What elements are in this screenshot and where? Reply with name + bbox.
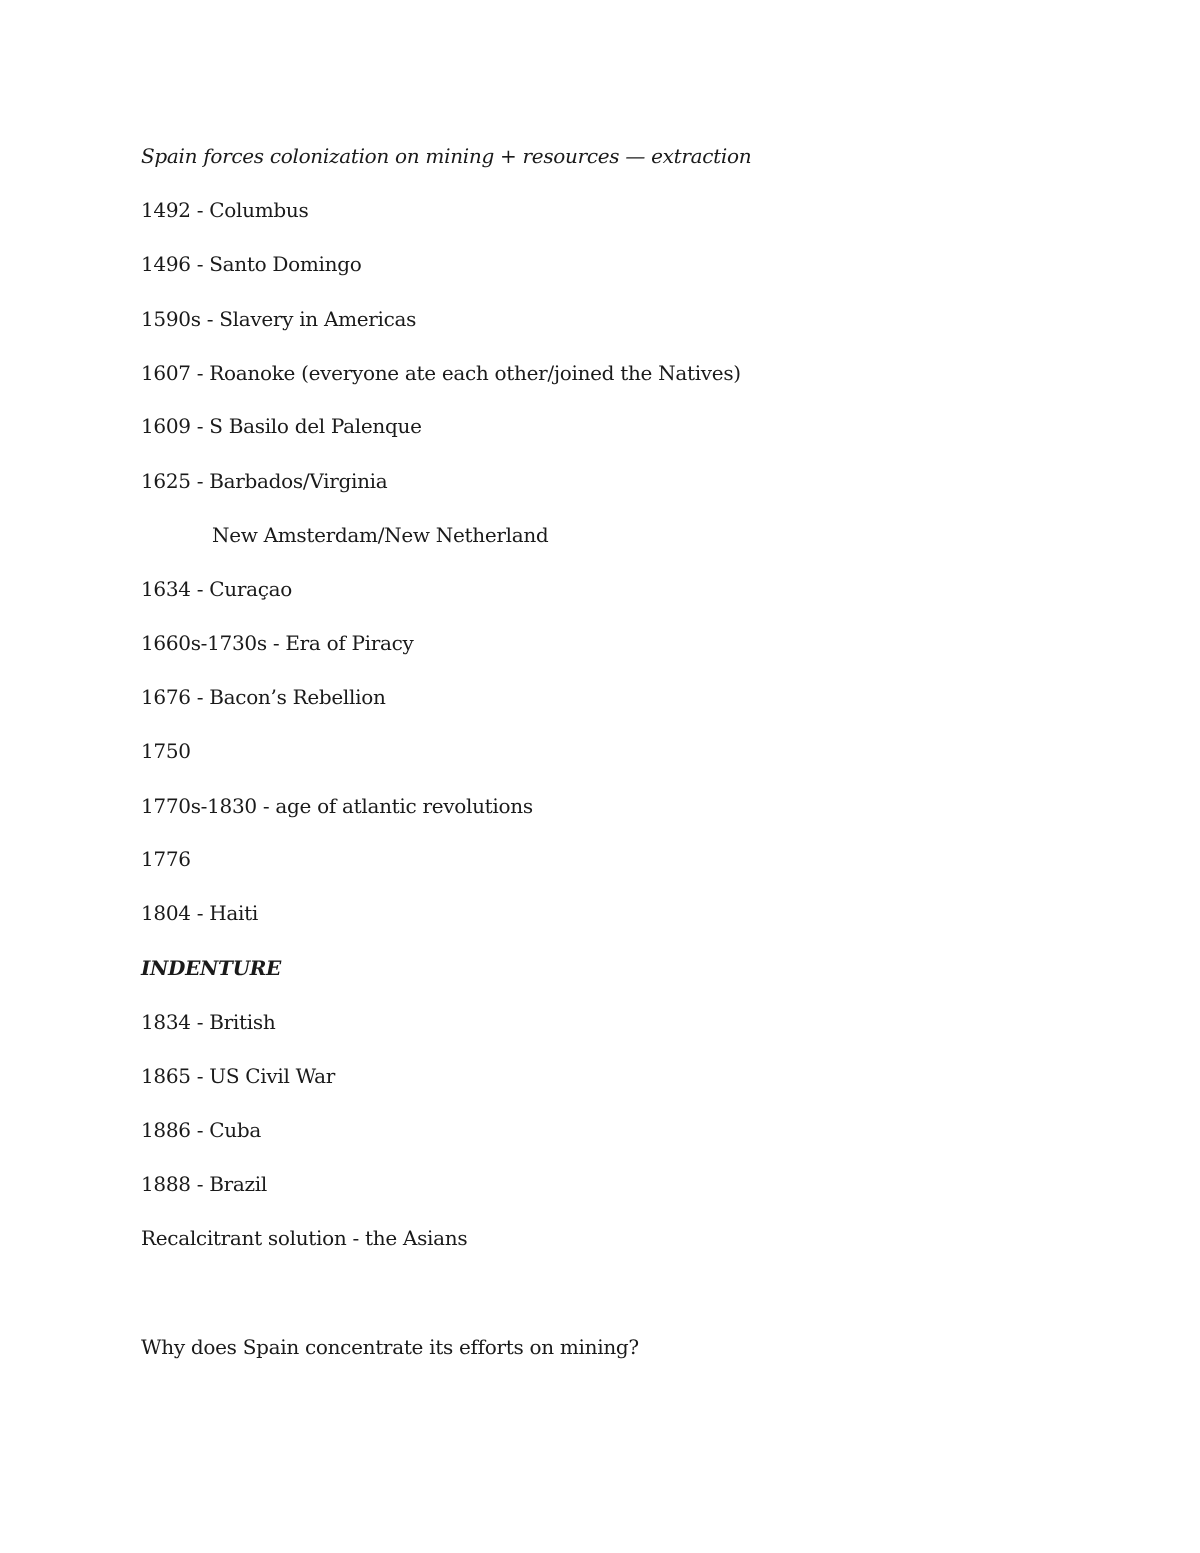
timeline-entry: 1609 - S Basilo del Palenque bbox=[141, 414, 422, 438]
section-entry: 1834 - British bbox=[141, 1010, 276, 1034]
timeline-entry: 1590s - Slavery in Americas bbox=[141, 307, 417, 331]
timeline-entry: 1625 - Barbados/Virginia bbox=[141, 469, 388, 493]
section-heading: INDENTURE bbox=[141, 956, 281, 980]
timeline-entry: 1492 - Columbus bbox=[141, 198, 309, 222]
document-heading: Spain forces colonization on mining + resources — extraction bbox=[141, 144, 752, 168]
timeline-entry: 1660s-1730s - Era of Piracy bbox=[141, 631, 414, 655]
question-text: Why does Spain concentrate its efforts on mining? bbox=[141, 1335, 639, 1359]
timeline-entry: 1607 - Roanoke (everyone ate each other/joined the Natives) bbox=[141, 361, 741, 385]
timeline-entry: 1776 bbox=[141, 847, 191, 871]
timeline-entry: 1634 - Curaçao bbox=[141, 577, 293, 601]
timeline-entry: 1496 - Santo Domingo bbox=[141, 252, 362, 276]
timeline-entry: 1676 - Bacon’s Rebellion bbox=[141, 685, 386, 709]
timeline-entry-indented: New Amsterdam/New Netherland bbox=[212, 523, 549, 547]
section-entry: 1886 - Cuba bbox=[141, 1118, 261, 1142]
timeline-entry: 1770s-1830 - age of atlantic revolutions bbox=[141, 794, 533, 818]
section-entry: 1865 - US Civil War bbox=[141, 1064, 336, 1088]
section-entry: 1888 - Brazil bbox=[141, 1172, 267, 1196]
timeline-entry: 1750 bbox=[141, 739, 191, 763]
timeline-entry: 1804 - Haiti bbox=[141, 901, 258, 925]
section-entry: Recalcitrant solution - the Asians bbox=[141, 1226, 468, 1250]
